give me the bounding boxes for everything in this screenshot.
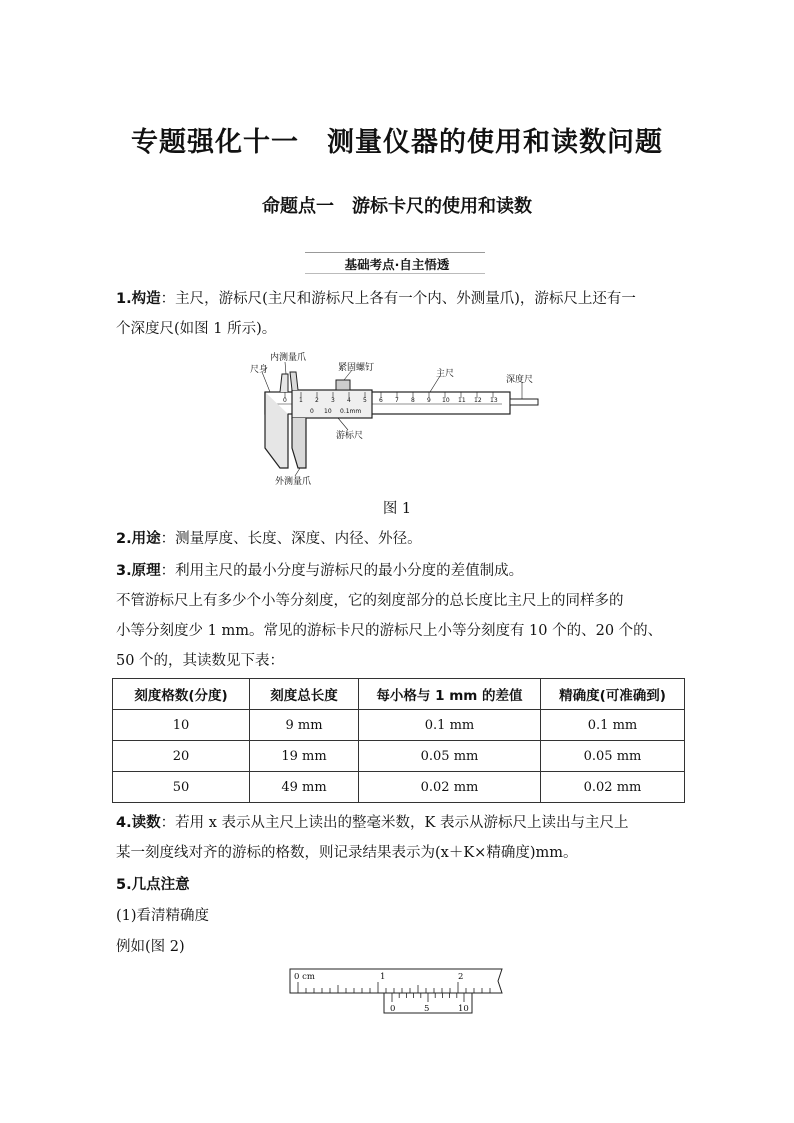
usage-text: ：测量厚度、长度、深度、内径、外径。 xyxy=(160,531,422,547)
main-tick-label: 2 xyxy=(315,397,319,404)
principle-label: 3.原理 xyxy=(116,563,161,579)
main-tick-label: 13 xyxy=(490,397,498,404)
main-tick-label: 8 xyxy=(411,397,415,404)
paragraph-structure xyxy=(116,284,686,344)
depth-rod-label: 深度尺 xyxy=(506,375,534,385)
paragraph-notes xyxy=(116,870,686,900)
screw-label: 紧固螺钉 xyxy=(338,363,375,373)
table-header: 精确度(可准确到) xyxy=(541,679,685,710)
structure-text-1: ：主尺，游标尺(主尺和游标尺上各有一个内、外测量爪)，游标尺上还有一 xyxy=(160,291,636,307)
table-cell: 20 xyxy=(113,741,250,772)
table-cell: 50 xyxy=(113,772,250,803)
table-cell: 10 xyxy=(113,710,250,741)
inner-jaw-fixed-shape xyxy=(280,374,288,392)
section-banner: 基础考点·自主悟透 xyxy=(344,257,450,272)
main-tick-label: 0 xyxy=(283,397,287,404)
table-header: 刻度总长度 xyxy=(250,679,359,710)
table-header-row xyxy=(113,679,685,710)
main-tick-label: 4 xyxy=(347,397,351,404)
inner-jaw-label: 内测量爪 xyxy=(270,353,307,363)
principle-line-1: 不管游标尺上有多少个小等分刻度，它的刻度部分的总长度比主尺上的同样多的 xyxy=(116,593,624,609)
main-tick-label: 3 xyxy=(331,397,335,404)
main-tick-label: 12 xyxy=(474,397,482,404)
page-title: 专题强化十一 测量仪器的使用和读数问题 xyxy=(131,127,663,158)
table-row xyxy=(113,741,685,772)
table-row xyxy=(113,710,685,741)
main-tick-label: 9 xyxy=(427,397,431,404)
principle-line-2: 小等分刻度少 1 mm。常见的游标卡尺的游标尺上小等分刻度有 10 个的、20 个的、 xyxy=(116,623,663,639)
main-tick-label: 7 xyxy=(395,397,399,404)
vernier-tick-label: 10 xyxy=(324,408,332,415)
vernier-label: 游标尺 xyxy=(336,431,364,441)
paragraph-example: 例如(图 2) xyxy=(116,939,185,955)
main-label: 0 cm xyxy=(294,972,315,982)
table-cell: 0.02 mm xyxy=(541,772,685,803)
reading-text-1: ：若用 x 表示从主尺上读出的整毫米数，K 表示从游标尺上读出与主尺上 xyxy=(160,815,629,831)
divider xyxy=(305,252,485,253)
main-scale-label: 主尺 xyxy=(436,369,455,379)
scale-reading-figure xyxy=(288,965,508,1017)
screw-shape xyxy=(336,380,350,390)
principle-line-3: 50 个的，其读数见下表： xyxy=(116,653,285,669)
precision-label: 0.1mm xyxy=(340,408,362,415)
paragraph-principle-detail xyxy=(116,586,686,676)
section-title: 命题点一 游标卡尺的使用和读数 xyxy=(262,196,532,217)
table-cell: 0.1 mm xyxy=(359,710,541,741)
vernier-label: 0 xyxy=(390,1004,396,1014)
vernier-label: 10 xyxy=(458,1004,469,1014)
table-cell: 0.05 mm xyxy=(359,741,541,772)
vernier-label: 5 xyxy=(424,1004,430,1014)
vernier-caliper-figure xyxy=(240,350,550,490)
main-tick-label: 5 xyxy=(363,397,367,404)
table-row xyxy=(113,772,685,803)
table-cell: 9 mm xyxy=(250,710,359,741)
main-tick-label: 1 xyxy=(299,397,303,404)
outer-jaw-moving-shape xyxy=(292,418,306,468)
main-label: 2 xyxy=(458,972,464,982)
table-header: 每小格与 1 mm 的差值 xyxy=(359,679,541,710)
depth-rod-shape xyxy=(510,399,538,405)
table-header: 刻度格数(分度) xyxy=(113,679,250,710)
vernier-table xyxy=(112,678,685,803)
main-label: 1 xyxy=(380,972,386,982)
main-tick-label: 11 xyxy=(458,397,466,404)
inner-jaw-moving-shape xyxy=(290,372,298,390)
usage-label: 2.用途 xyxy=(116,531,161,547)
table-cell: 0.02 mm xyxy=(359,772,541,803)
paragraph-precision-note: (1)看清精确度 xyxy=(116,908,210,924)
reading-label: 4.读数 xyxy=(116,815,161,831)
body-label: 尺身 xyxy=(250,365,269,375)
vernier-tick-label: 0 xyxy=(310,408,314,415)
reading-text-2: 某一刻度线对齐的游标的格数，则记录结果表示为(x＋K×精确度)mm。 xyxy=(116,845,578,861)
paragraph-usage xyxy=(116,524,686,554)
table-cell: 0.1 mm xyxy=(541,710,685,741)
table-cell: 49 mm xyxy=(250,772,359,803)
main-tick-label: 6 xyxy=(379,397,383,404)
principle-text: ：利用主尺的最小分度与游标尺的最小分度的差值制成。 xyxy=(160,563,524,579)
paragraph-principle xyxy=(116,556,686,586)
notes-label: 5.几点注意 xyxy=(116,877,190,893)
structure-text-2: 个深度尺(如图 1 所示)。 xyxy=(116,321,277,337)
main-tick-label: 10 xyxy=(442,397,450,404)
table-cell: 19 mm xyxy=(250,741,359,772)
outer-jaw-label: 外测量爪 xyxy=(275,477,312,487)
divider xyxy=(305,273,485,274)
paragraph-reading xyxy=(116,808,686,868)
table-cell: 0.05 mm xyxy=(541,741,685,772)
structure-label: 1.构造 xyxy=(116,291,161,307)
figure-1-caption: 图 1 xyxy=(382,501,412,517)
